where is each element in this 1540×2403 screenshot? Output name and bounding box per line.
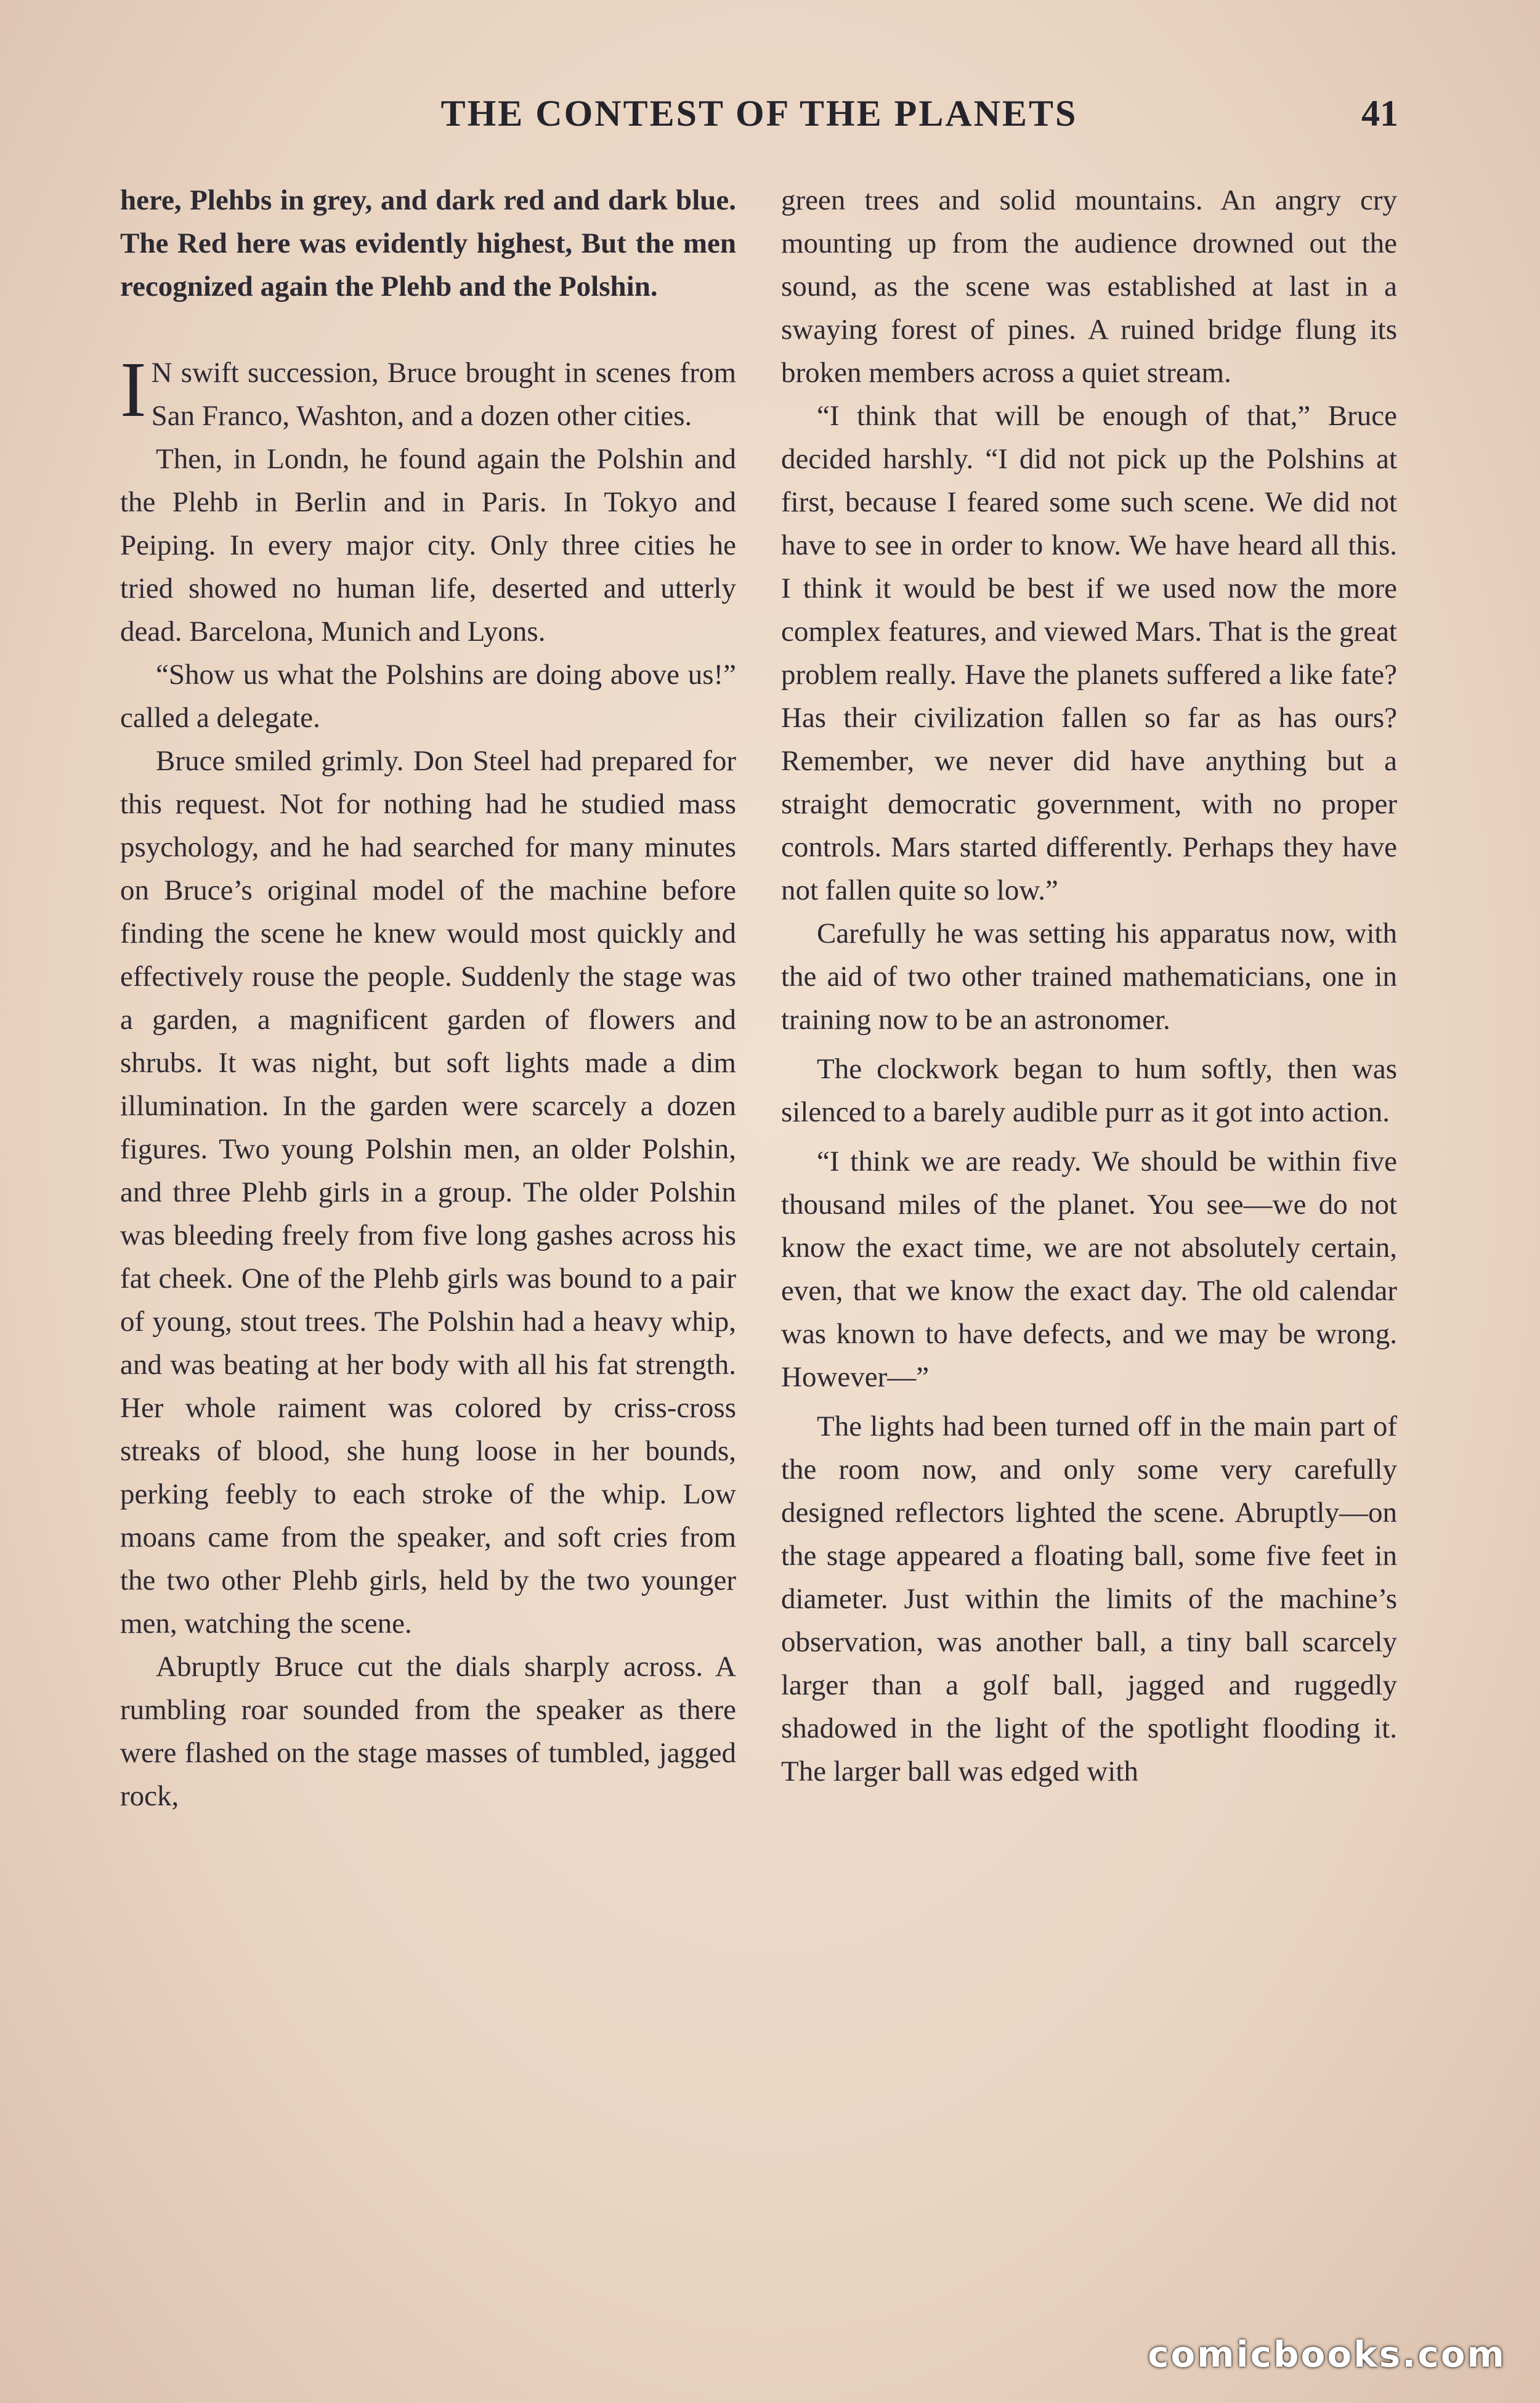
right-column [781, 179, 1397, 1793]
page-number: 41 [1361, 93, 1398, 134]
paragraph: “I think that will be enough of that,” Bruce decided harshly. “I did not pick up the Polshins at first, because I feared some such scene. We did not have to see in order to know. We have heard all this. I think it would be best if we used now the more complex features, and viewed Mars. That is the great problem really. Have the planets suffered a like fate? Has their civilization fallen so far as has ours? Remember, we never did have anything but a straight democratic government, with no proper controls. Mars started differently. Perhaps they have not fallen quite so low.” [781, 400, 1397, 906]
running-title: THE CONTEST OF THE PLANETS [440, 93, 1078, 134]
paragraph: “Show us what the Polshins are doing above us!” called a delegate. [120, 659, 736, 734]
paragraph: here, Plehbs in grey, and dark red and dark blue. The Red here was evidently highest, But the men recognized again the Plehb and the Polshin. [120, 184, 736, 303]
paragraph: Bruce smiled grimly. Don Steel had prepared for this request. Not for nothing had he studied mass psychology, and he had searched for many minutes on Bruce’s original model of the machine before finding the scene he knew would most quickly and effectively rouse the people. Suddenly the stage was a garden, a magnificent garden of flowers and shrubs. It was night, but soft lights made a dim illumination. In the garden were scarcely a dozen figures. Two young Polshin men, an older Polshin, and three Plehb girls in a group. The older Polshin was bleeding freely from five long gashes across his fat cheek. One of the Plehb girls was bound to a pair of young, stout trees. The Polshin had a heavy whip, and was beating at her body with all his fat strength. Her whole raiment was colored by criss-cross streaks of blood, she hung loose in her bounds, perking feebly to each stroke of the whip. Low moans came from the speaker, and soft cries from the two other Plehb girls, held by the two younger men, watching the scene. [120, 745, 736, 1640]
paragraph: Abruptly Bruce cut the dials sharply across. A rumbling roar sounded from the speaker as there were flashed on the stage masses of tumbled, jagged rock, [120, 1651, 736, 1812]
paragraph: “I think we are ready. We should be within five thousand miles of the planet. You see—we do not know the exact time, we are not absolutely certain, even, that we know the exact day. The old calendar was known to have defects, and we may be wrong. However—” [781, 1145, 1397, 1393]
page-header [120, 92, 1398, 142]
paragraph: Carefully he was setting his apparatus now, with the aid of two other trained mathematicians, one in training now to be an astronomer. [781, 917, 1397, 1036]
paragraph: green trees and solid mountains. An angry cry mounting up from the audience drowned out the sound, as the scene was established at last in a swaying forest of pines. A ruined bridge flung its broken members across a quiet stream. [781, 184, 1397, 389]
paragraph: The lights had been turned off in the main part of the room now, and only some very carefully designed reflectors lighted the scene. Abruptly—on the stage appeared a floating ball, some five feet in diameter. Just within the limits of the machine’s observation, was another ball, a tiny ball scarcely larger than a golf ball, jagged and ruggedly shadowed in the light of the spotlight flooding it. The larger ball was edged with [781, 1410, 1397, 1787]
paragraph-text: N swift succession, Bruce brought in scenes from San Franco, Washton, and a dozen other cities. [151, 357, 736, 432]
drop-cap: I [120, 346, 147, 433]
paragraph-with-dropcap [120, 346, 736, 437]
watermark: comicbooks.com [1148, 2333, 1506, 2375]
left-column [120, 179, 736, 1818]
paragraph: Then, in Londn, he found again the Polshin and the Plehb in Berlin and in Paris. In Tokyo and Peiping. In every major city. Only three cities he tried showed no human life, deserted and utterly dead. Barcelona, Munich and Lyons. [120, 443, 736, 648]
paragraph: The clockwork began to hum softly, then was silenced to a barely audible purr as it got into action. [781, 1053, 1397, 1128]
